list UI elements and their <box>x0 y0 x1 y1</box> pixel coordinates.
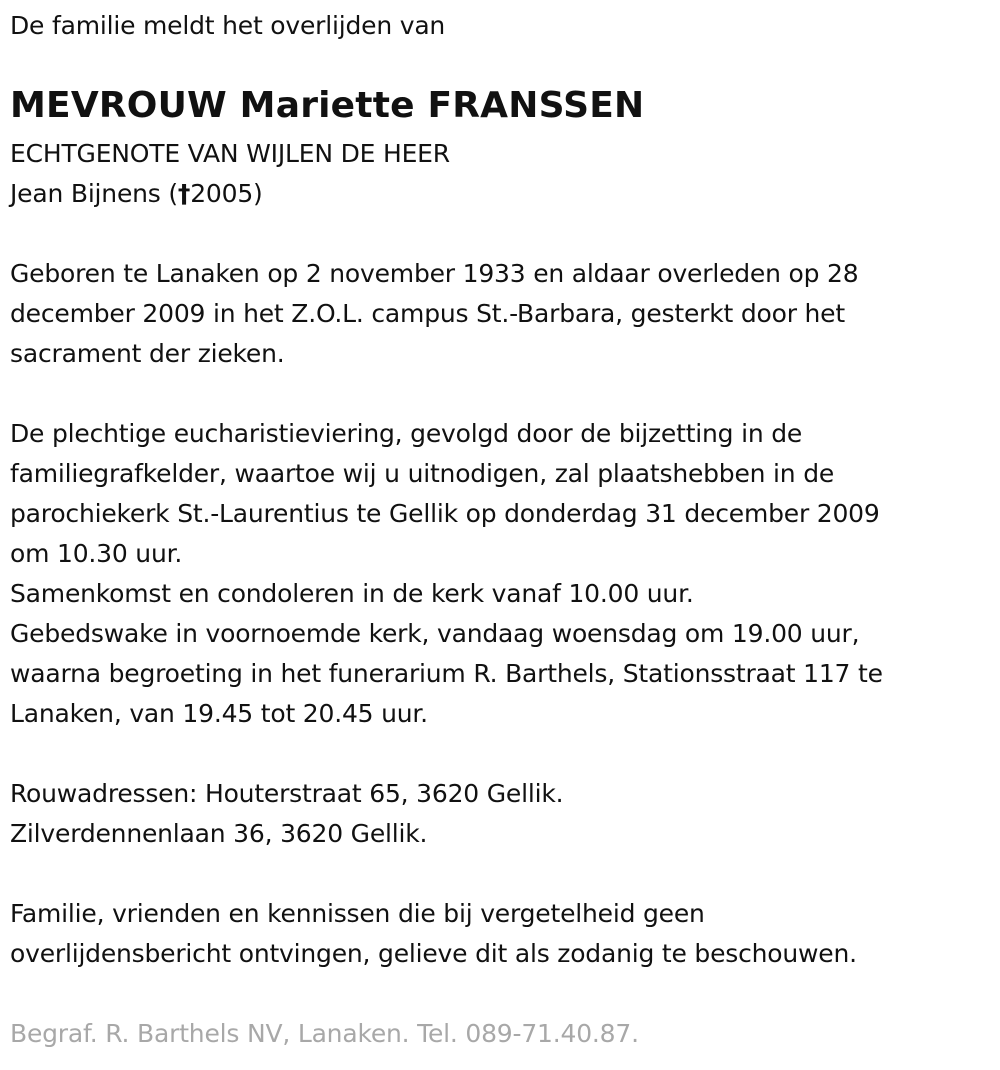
family-line: Familie, vrienden en kennissen die bij vergetelheid geen <box>10 899 705 928</box>
vigil-line: Lanaken, van 19.45 tot 20.45 uur. <box>10 699 428 728</box>
birth-line: Geboren te Lanaken op 2 november 1933 en aldaar overleden op 28 <box>10 259 859 288</box>
funeral-line: familiegrafkelder, waartoe wij u uitnodigen, zal plaatshebben in de <box>10 459 835 488</box>
vigil-line: Gebedswake in voornoemde kerk, vandaag woensdag om 19.00 uur, <box>10 619 860 648</box>
birth-line: december 2009 in het Z.O.L. campus St.-Barbara, gesterkt door het <box>10 299 845 328</box>
spouse-title: ECHTGENOTE VAN WIJLEN DE HEER <box>10 139 450 168</box>
condolence-line: Samenkomst en condoleren in de kerk vanaf 10.00 uur. <box>10 579 694 608</box>
funeral-line: om 10.30 uur. <box>10 539 183 568</box>
funeral-paragraph <box>10 414 883 734</box>
spouse-name <box>10 174 450 214</box>
deceased-name: MEVROUW Mariette FRANSSEN <box>10 85 645 126</box>
intro-text: De familie meldt het overlijden van <box>10 11 446 40</box>
mourning-addresses <box>10 774 563 854</box>
birth-death-paragraph <box>10 254 858 374</box>
address-line: Rouwadressen: Houterstraat 65, 3620 Gellik. <box>10 779 564 808</box>
vigil-line: waarna begroeting in het funerarium R. Barthels, Stationsstraat 117 te <box>10 659 883 688</box>
address-line: Zilverdennenlaan 36, 3620 Gellik. <box>10 819 428 848</box>
cross-icon: † <box>177 179 191 208</box>
funeral-home-footer: Begraf. R. Barthels NV, Lanaken. Tel. 089-71.40.87. <box>10 1019 639 1048</box>
family-line: overlijdensbericht ontvingen, gelieve dit als zodanig te beschouwen. <box>10 939 857 968</box>
spouse-name-prefix: Jean Bijnens ( <box>10 179 178 208</box>
funeral-line: De plechtige eucharistieviering, gevolgd door de bijzetting in de <box>10 419 803 448</box>
family-note <box>10 894 857 974</box>
funeral-line: parochiekerk St.-Laurentius te Gellik op donderdag 31 december 2009 <box>10 499 880 528</box>
spouse-block <box>10 134 450 214</box>
spouse-name-suffix: 2005) <box>190 179 263 208</box>
birth-line: sacrament der zieken. <box>10 339 285 368</box>
